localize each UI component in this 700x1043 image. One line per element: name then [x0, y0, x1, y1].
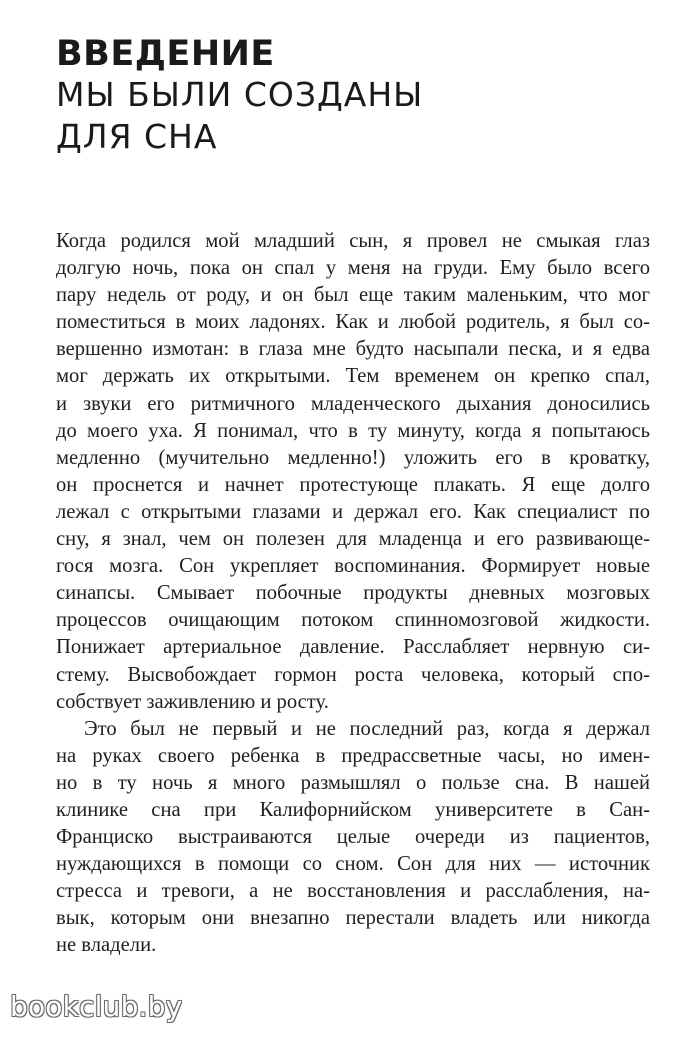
paragraph-2: [56, 716, 650, 960]
paragraph-1: [56, 228, 650, 716]
text-line: мог держать их открытыми. Тем временем он крепко спал,: [56, 365, 650, 388]
text-line: до моего уха. Я понимал, что в ту минуту, когда я попытаюсь: [56, 419, 650, 442]
text-line: сну, я знал, чем он полезен для младенца и его развивающе-: [56, 528, 650, 551]
text-line: вык, которым они внезапно перестали владеть или никогда: [56, 907, 650, 930]
text-line: но в ту ночь я много размышлял о пользе сна. В нашей: [56, 771, 650, 794]
text-line: процессов очищающим потоком спинномозговой жидкости.: [56, 609, 650, 632]
text-line: синапсы. Смывает побочные продукты дневных мозговых: [56, 582, 650, 605]
text-line: клинике сна при Калифорнийском университете в Сан-: [56, 798, 650, 821]
chapter-label: ВВЕДЕНИЕ: [56, 34, 275, 74]
text-line: и звуки его ритмичного младенческого дыхания доносились: [56, 392, 650, 415]
text-line: медленно (мучительно медленно!) уложить его в кроватку,: [56, 446, 650, 469]
text-line: Понижает артериальное давление. Расслабляет нервную си-: [56, 636, 650, 659]
text-line: не владели.: [56, 934, 157, 957]
chapter-title-line-2: ДЛЯ СНА: [56, 117, 218, 156]
text-line: на руках своего ребенка в предрассветные часы, но имен-: [56, 744, 650, 767]
text-line: стресса и тревоги, а не восстановления и расслабления, на-: [56, 880, 650, 903]
text-line: Это был не первый и не последний раз, когда я держал: [84, 717, 650, 740]
text-line: вершенно измотан: в глаза мне будто насыпали песка, и я едва: [56, 338, 650, 361]
text-line: гося мозга. Сон укрепляет воспоминания. Формирует новые: [56, 555, 650, 578]
chapter-title-line-1: МЫ БЫЛИ СОЗДАНЫ: [56, 75, 424, 114]
chapter-heading: [56, 34, 656, 158]
text-line: нуждающихся в помощи со сном. Сон для них — источник: [56, 853, 650, 876]
text-line: собствует заживлению и росту.: [56, 690, 329, 713]
text-line: пару недель от роду, и он был еще таким маленьким, что мог: [56, 284, 650, 307]
text-line: долгую ночь, пока он спал у меня на груди. Ему было всего: [56, 257, 650, 280]
body-text: [56, 228, 650, 960]
text-line: стему. Высвобождает гормон роста человека, который спо-: [56, 663, 650, 686]
text-line: Когда родился мой младший сын, я провел не смыкая глаз: [56, 230, 650, 252]
text-line: он проснется и начнет протестующе плакать. Я еще долго: [56, 473, 650, 496]
text-line: лежал с открытыми глазами и держал его. Как специалист по: [56, 500, 650, 523]
text-line: поместиться в моих ладонях. Как и любой родитель, я был со-: [56, 311, 650, 334]
text-line: Франциско выстраиваются целые очереди из пациентов,: [56, 826, 650, 849]
watermark: bookclub.by: [10, 990, 183, 1023]
